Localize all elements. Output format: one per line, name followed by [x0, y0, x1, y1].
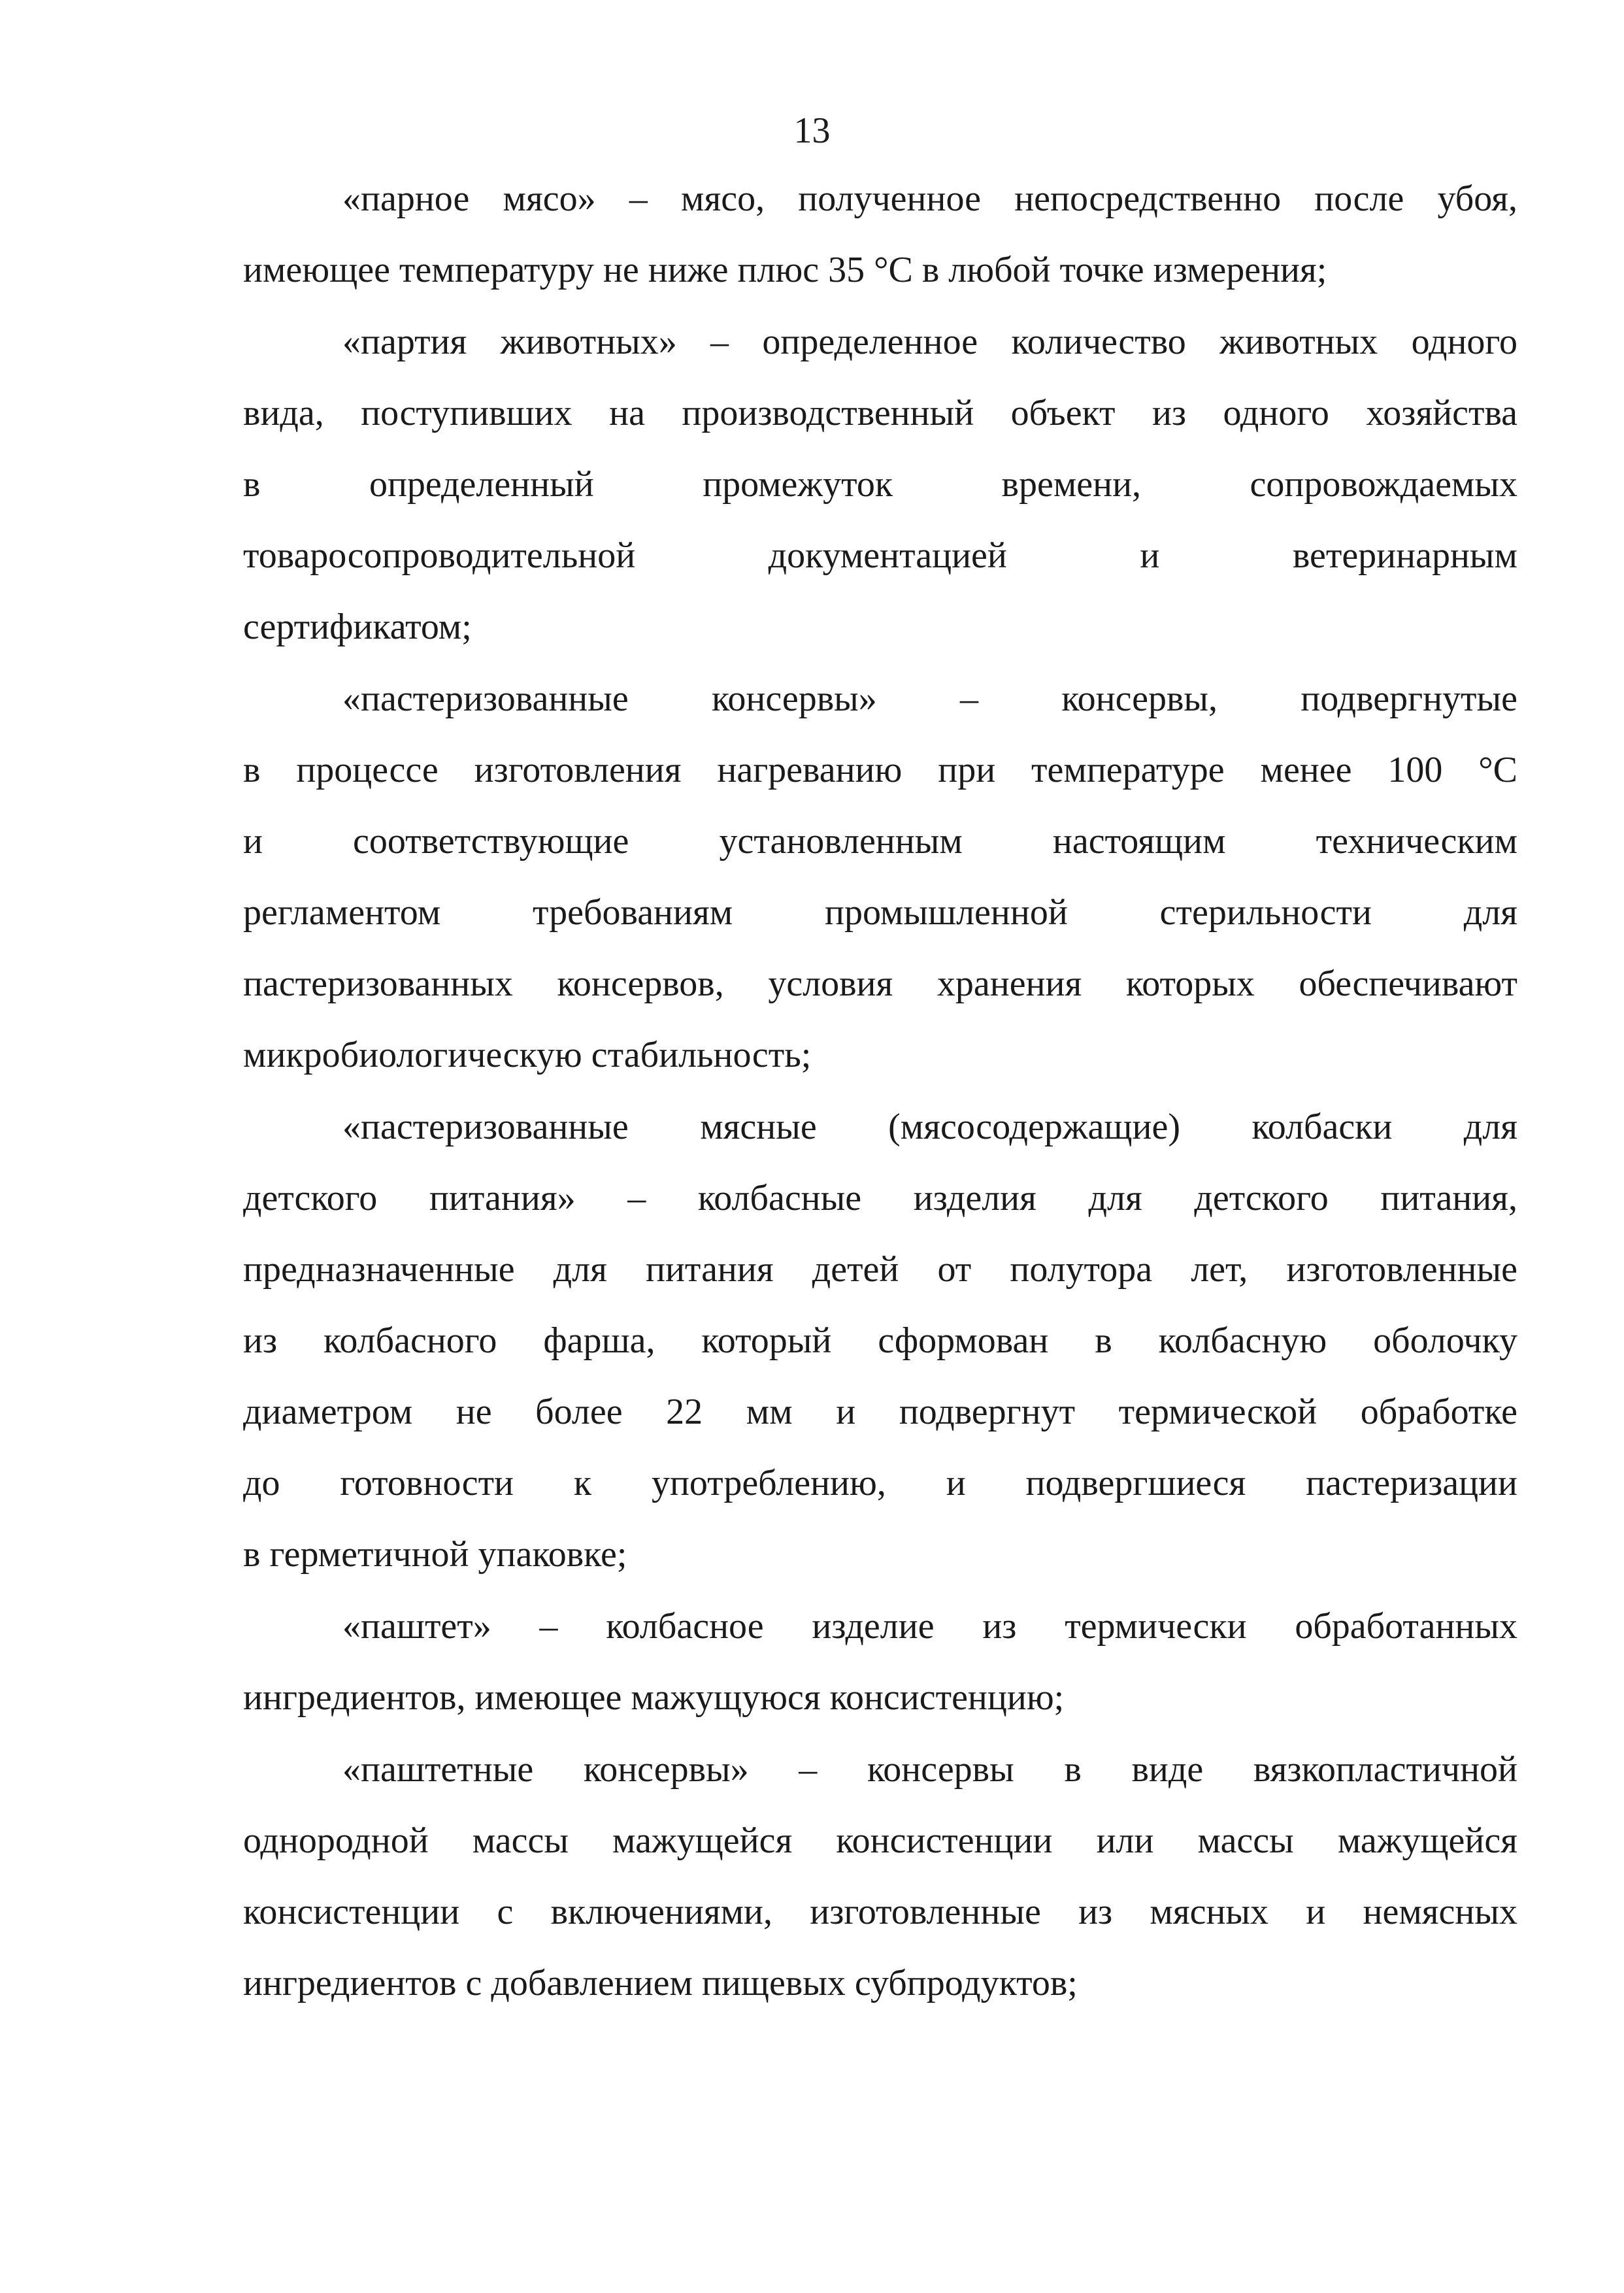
text-line: консистенции с включениями, изготовленные из мясных и немясных	[243, 1892, 1517, 1932]
text-line: из колбасного фарша, который сформован в колбасную оболочку	[243, 1320, 1517, 1361]
text-line: до готовности к употреблению, и подвергшиеся пастеризации	[243, 1463, 1517, 1503]
text-line: в определенный промежуток времени, сопровождаемых	[243, 464, 1517, 505]
text-line: регламентом требованиям промышленной стерильности для	[243, 892, 1517, 933]
text-line: диаметром не более 22 мм и подвергнут термической обработке	[243, 1392, 1517, 1432]
text-line: «пастеризованные консервы» – консервы, подвергнутые	[342, 678, 1517, 719]
text-line: пастеризованных консервов, условия хранения которых обеспечивают	[243, 963, 1517, 1004]
text-line: «партия животных» – определенное количество животных одного	[342, 322, 1517, 362]
text-line: «парное мясо» – мясо, полученное непосредственно после убоя,	[342, 178, 1517, 219]
page-number: 13	[793, 110, 831, 151]
text-line: «паштетные консервы» – консервы в виде вязкопластичной	[342, 1749, 1517, 1790]
text-line: в герметичной упаковке;	[243, 1534, 627, 1575]
text-line: предназначенные для питания детей от полутора лет, изготовленные	[243, 1249, 1517, 1290]
text-line: однородной массы мажущейся консистенции или массы мажущейся	[243, 1820, 1517, 1861]
text-line: вида, поступивших на производственный объект из одного хозяйства	[243, 393, 1517, 433]
definition-paragraph	[243, 1734, 1517, 2019]
definition-paragraph	[243, 663, 1517, 1091]
text-line: «пастеризованные мясные (мясосодержащие) колбаски для	[342, 1107, 1517, 1147]
document-body	[243, 163, 1517, 2020]
text-line: «паштет» – колбасное изделие из термически обработанных	[342, 1606, 1517, 1647]
definition-paragraph	[243, 163, 1517, 306]
text-line: товаросопроводительной документацией и ветеринарным	[243, 535, 1517, 576]
text-line: и соответствующие установленным настоящим техническим	[243, 821, 1517, 862]
text-line: в процессе изготовления нагреванию при температуре менее 100 °С	[243, 750, 1517, 790]
text-line: ингредиентов, имеющее мажущуюся консистенцию;	[243, 1677, 1065, 1718]
text-line: микробиологическую стабильность;	[243, 1035, 812, 1075]
text-line: сертификатом;	[243, 607, 472, 647]
definition-paragraph	[243, 307, 1517, 663]
definition-paragraph	[243, 1591, 1517, 1733]
text-line: детского питания» – колбасные изделия для детского питания,	[243, 1178, 1517, 1218]
text-line: ингредиентов с добавлением пищевых субпродуктов;	[243, 1963, 1078, 2003]
definition-paragraph	[243, 1092, 1517, 1590]
text-line: имеющее температуру не ниже плюс 35 °С в любой точке измерения;	[243, 250, 1327, 290]
